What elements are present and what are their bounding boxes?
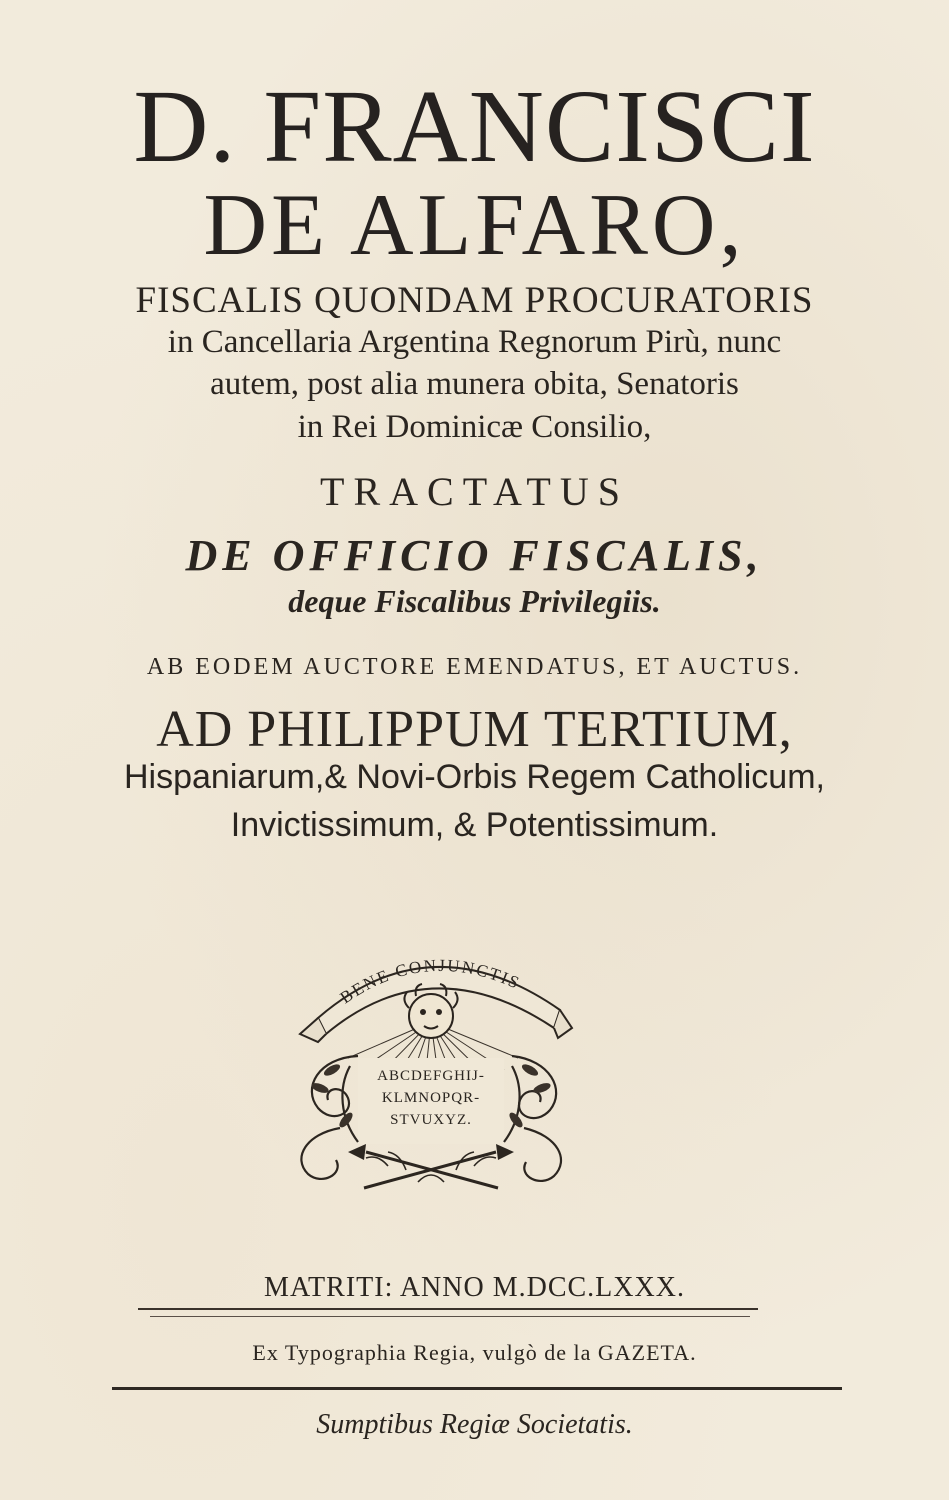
- author-name-line1: D. FRANCISCI: [133, 69, 816, 184]
- work-label: TRACTATUS: [320, 469, 629, 514]
- dedicatee-line-2: Invictissimum, & Potentissimum.: [230, 806, 719, 844]
- device-alphabet-line-3: STVUXYZ.: [390, 1112, 472, 1128]
- office-caps: FISCALIS QUONDAM PROCURATORIS: [135, 280, 814, 321]
- work-subtitle: deque Fiscalibus Privilegiis.: [288, 583, 661, 619]
- imprint-rule-upper: [138, 1308, 758, 1310]
- office-line-2: autem, post alia munera obita, Senatoris: [210, 366, 739, 402]
- sponsor-line: Sumptibus Regiæ Societatis.: [316, 1409, 633, 1440]
- work-title: DE OFFICIO FISCALIS,: [185, 531, 764, 580]
- office-line-1: in Cancellaria Argentina Regnorum Pirù, nunc: [167, 324, 782, 360]
- edition-note: AB EODEM AUCTORE EMENDATUS, ET AUCTUS.: [146, 654, 803, 680]
- dedicatee-line-1: Hispaniarum,& Novi-Orbis Regem Catholicum,: [123, 758, 825, 796]
- author-name-line2: DE ALFARO,: [203, 177, 746, 274]
- imprint-rule-lower: [112, 1387, 842, 1390]
- dedication-heading: AD PHILIPPUM TERTIUM,: [156, 701, 793, 758]
- device-alphabet-line-1: ABCDEFGHIJ-: [377, 1068, 485, 1084]
- printer-line: Ex Typographia Regia, vulgò de la GAZETA.: [252, 1340, 697, 1365]
- office-line-3: in Rei Dominicæ Consilio,: [297, 409, 652, 445]
- printer-device-ornament: [288, 938, 574, 1194]
- device-alphabet-line-2: KLMNOPQR-: [381, 1090, 481, 1106]
- imprint-place-date: MATRITI: ANNO M.DCC.LXXX.: [264, 1272, 685, 1303]
- device-motto: BENE CONJUNCTIS: [336, 955, 524, 1008]
- imprint-rule-upper-thin: [150, 1316, 750, 1317]
